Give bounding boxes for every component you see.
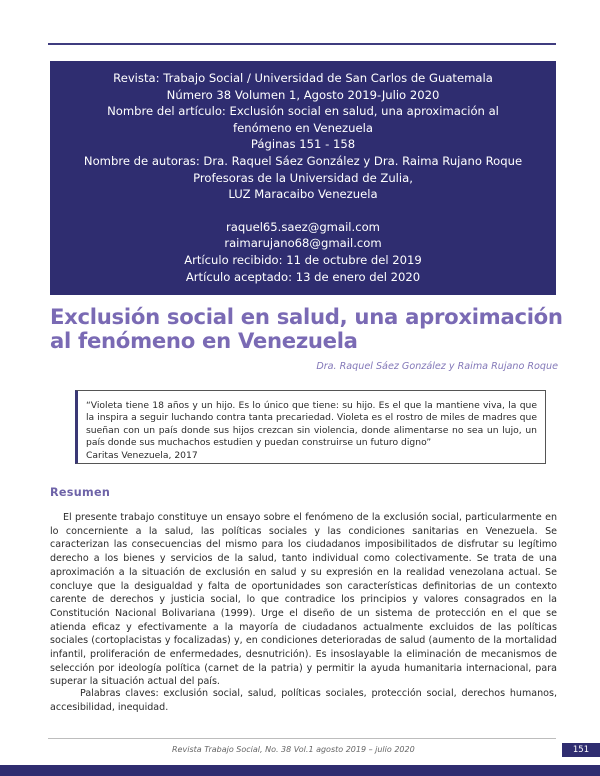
received-date: Artículo recibido: 11 de octubre del 2019 (184, 252, 422, 267)
quote-source: Caritas Venezuela, 2017 (86, 449, 198, 461)
issue-line: Número 38 Volumen 1, Agosto 2019-Julio 2020 (166, 87, 440, 102)
page-number-badge: 151 (562, 743, 600, 757)
article-name-line: Nombre del artículo: Exclusión social en salud, una aproximación al (107, 104, 499, 119)
abstract-body: El presente trabajo constituye un ensayo sobre el fenómeno de la exclusión social, particularmente en lo concerniente a la salud, las políticas sociales y las condiciones sanitarias en Venezuela. Se caracterizan las consecuencias del mismo para los ciudadanos imposibilitados de disfrutar su legítimo derecho a los bienes y servicios de la salud, tanto individual como colectivamente. Se trata de una aproximación a la situación de exclusión en salud y su expresión en la realidad venezolana actual. Se concluye que la desigualdad y falta de oportunidades son características definitorias de un contexto carente de derechos y justicia social, lo que contradice los principios y valores consagrados en la Constitución Nacional Bolivariana (1999). Urge el diseño de un sistema de protección en el que se atienda eficaz y efectivamente a la mayoría de ciudadanos actualmente excluidos de las políticas sociales (cortoplacistas y focalizadas) y, en condiciones deterioradas de salud (aumento de la mortalidad infantil, proliferación de enfermedades, desnutrición). Es insoslayable la eliminación de mecanismos de selección por ideología política (carnet de la patria) y permitir la ayuda humanitaria internacional, para superar la situación actual del país. (50, 512, 557, 688)
article-info-box (50, 61, 556, 295)
authors-line: Nombre de autoras: Dra. Raquel Sáez González y Dra. Raima Rujano Roque (83, 153, 523, 168)
email-1[interactable]: raquel65.saez@gmail.com (226, 219, 380, 234)
spacer (50, 203, 556, 219)
article-name-line-cont: fenómeno en Venezuela (233, 120, 373, 135)
footer-divider (48, 738, 556, 739)
pages-line: Páginas 151 - 158 (250, 137, 356, 152)
affiliation-line-cont: LUZ Maracaibo Venezuela (228, 187, 378, 202)
article-authors: Dra. Raquel Sáez González y Raima Rujano Roque (316, 361, 558, 372)
bottom-bar (0, 765, 600, 776)
title-line-1: Exclusión social en salud, una aproximación (50, 304, 563, 329)
keywords: Palabras claves: exclusión social, salud, políticas sociales, protección social, derechos humanos, accesibilidad, inequidad. (50, 688, 557, 713)
title-line-2: al fenómeno en Venezuela (50, 328, 358, 353)
email-2[interactable]: raimarujano68@gmail.com (224, 236, 382, 251)
quote-text: “Violeta tiene 18 años y un hijo. Es lo único que tiene: su hijo. Es el que la mantiene viva, la que la inspira a seguir luchando contra tanta precariedad. Violeta es el rostro de miles de madres que sueñan con un país donde sus hijos crezcan sin violencia, donde alimentarse no sea un lujo, un país donde sus muchachos estudien y puedan construirse un futuro digno” (86, 400, 537, 449)
abstract-heading: Resumen (50, 486, 111, 499)
epigraph-quote (75, 390, 546, 464)
affiliation-line: Profesoras de la Universidad de Zulia, (193, 170, 413, 185)
footer-journal-ref: Revista Trabajo Social, No. 38 Vol.1 agosto 2019 – julio 2020 (172, 745, 415, 754)
top-divider (48, 43, 556, 45)
journal-line: Revista: Trabajo Social / Universidad de San Carlos de Guatemala (113, 71, 493, 85)
accepted-date: Artículo aceptado: 13 de enero del 2020 (185, 269, 421, 284)
article-title (50, 304, 563, 353)
